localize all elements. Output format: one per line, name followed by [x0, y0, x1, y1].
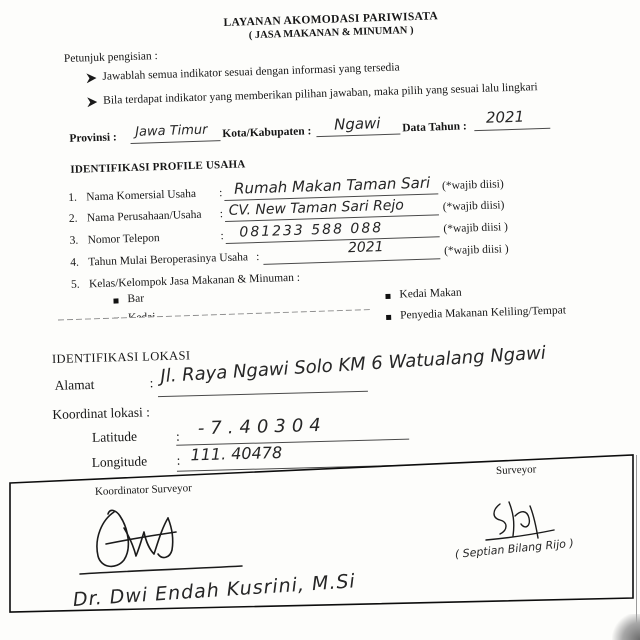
arrow-bullet-icon	[86, 73, 96, 83]
coordinator-title: Koordinator Surveyor	[94, 482, 192, 498]
instruction-item: Jawablah semua indikator sesuai dengan informasi yang tersedia	[102, 61, 400, 83]
field-colon: :	[219, 208, 224, 221]
coordinator-signature	[76, 498, 246, 580]
surveyor-title: Surveyor	[495, 463, 537, 477]
field-number: 3.	[69, 234, 79, 247]
instructions-heading: Petunjuk pengisian :	[63, 50, 158, 66]
kota-underline	[316, 133, 400, 137]
field-value-start-year: 2021	[347, 239, 384, 257]
required-note: (*wajib diisi )	[443, 221, 509, 236]
field-label: Nama Komersial Usaha	[86, 187, 197, 204]
field-colon: :	[218, 187, 223, 200]
surveyor-name: ( Septian Bilang Rijo )	[454, 536, 575, 561]
field-colon: :	[256, 250, 260, 264]
field-number: 4.	[70, 256, 80, 269]
field-underline	[263, 258, 440, 265]
required-note: (*wajib diisi)	[441, 178, 504, 193]
tahun-label: Data Tahun :	[402, 120, 467, 135]
class-group-label: Kelas/Kelompok Jasa Makanan & Minuman :	[88, 271, 301, 291]
field-label: Nomor Telepon	[87, 232, 160, 247]
provinsi-label: Provinsi :	[69, 131, 117, 145]
tahun-value: 2021	[485, 107, 525, 127]
location-heading: IDENTIFIKASI LOKASI	[51, 348, 191, 366]
field-value-phone: 081233 588 088	[239, 220, 384, 241]
scan-shadow	[612, 614, 640, 640]
address-value: Jl. Raya Ngawi Solo KM 6 Watualang Ngawi	[159, 342, 547, 388]
address-colon: :	[149, 375, 154, 391]
arrow-bullet-icon	[87, 97, 97, 107]
document-title: LAYANAN AKOMODASI PARIWISATA	[223, 10, 439, 29]
scan-edge	[636, 455, 637, 625]
document-subtitle: ( JASA MAKANAN & MINUMAN )	[248, 25, 414, 42]
coordinates-label: Koordinat lokasi :	[52, 404, 151, 422]
provinsi-value: Jawa Timur	[134, 122, 208, 140]
field-value-company-name: CV. New Taman Sari Rejo	[228, 197, 405, 219]
latitude-colon: :	[175, 428, 180, 444]
square-bullet-icon	[386, 315, 391, 320]
field-number: 5.	[70, 278, 80, 291]
kota-label: Kota/Kabupaten :	[222, 125, 312, 141]
required-note: (*wajib diisi )	[443, 243, 509, 258]
option-kedai-makan[interactable]: Kedai Makan	[399, 286, 462, 301]
address-underline	[158, 391, 368, 397]
longitude-value: 111. 40478	[190, 442, 283, 465]
field-colon: :	[220, 230, 224, 243]
coordinator-name: Dr. Dwi Endah Kusrini, M.Si	[72, 570, 357, 611]
longitude-label: Longitude	[91, 453, 148, 470]
field-number: 2.	[68, 212, 78, 225]
profile-heading: IDENTIFIKASI PROFILE USAHA	[70, 158, 246, 176]
field-label: Nama Perusahaan/Usaha	[86, 208, 202, 225]
address-label: Alamat	[54, 376, 95, 393]
kota-value: Ngawi	[333, 114, 381, 134]
option-bar[interactable]: Bar	[127, 292, 145, 306]
square-bullet-icon	[385, 294, 390, 299]
field-number: 1.	[68, 191, 78, 204]
latitude-label: Latitude	[91, 428, 138, 445]
tahun-underline	[474, 128, 550, 131]
option-penyedia-makanan[interactable]: Penyedia Makanan Keliling/Tempat	[399, 304, 567, 322]
field-label: Tahun Mulai Beroperasinya Usaha	[88, 251, 249, 269]
instruction-item: Bila terdapat indikator yang memberikan pilihan jawaban, maka pilih yang sesuai lalu lingkari	[103, 81, 538, 107]
longitude-colon: :	[176, 452, 181, 468]
latitude-value: -7.40304	[197, 414, 328, 440]
field-value-commercial-name: Rumah Makan Taman Sari	[233, 173, 431, 198]
required-note: (*wajib diisi)	[442, 199, 505, 214]
